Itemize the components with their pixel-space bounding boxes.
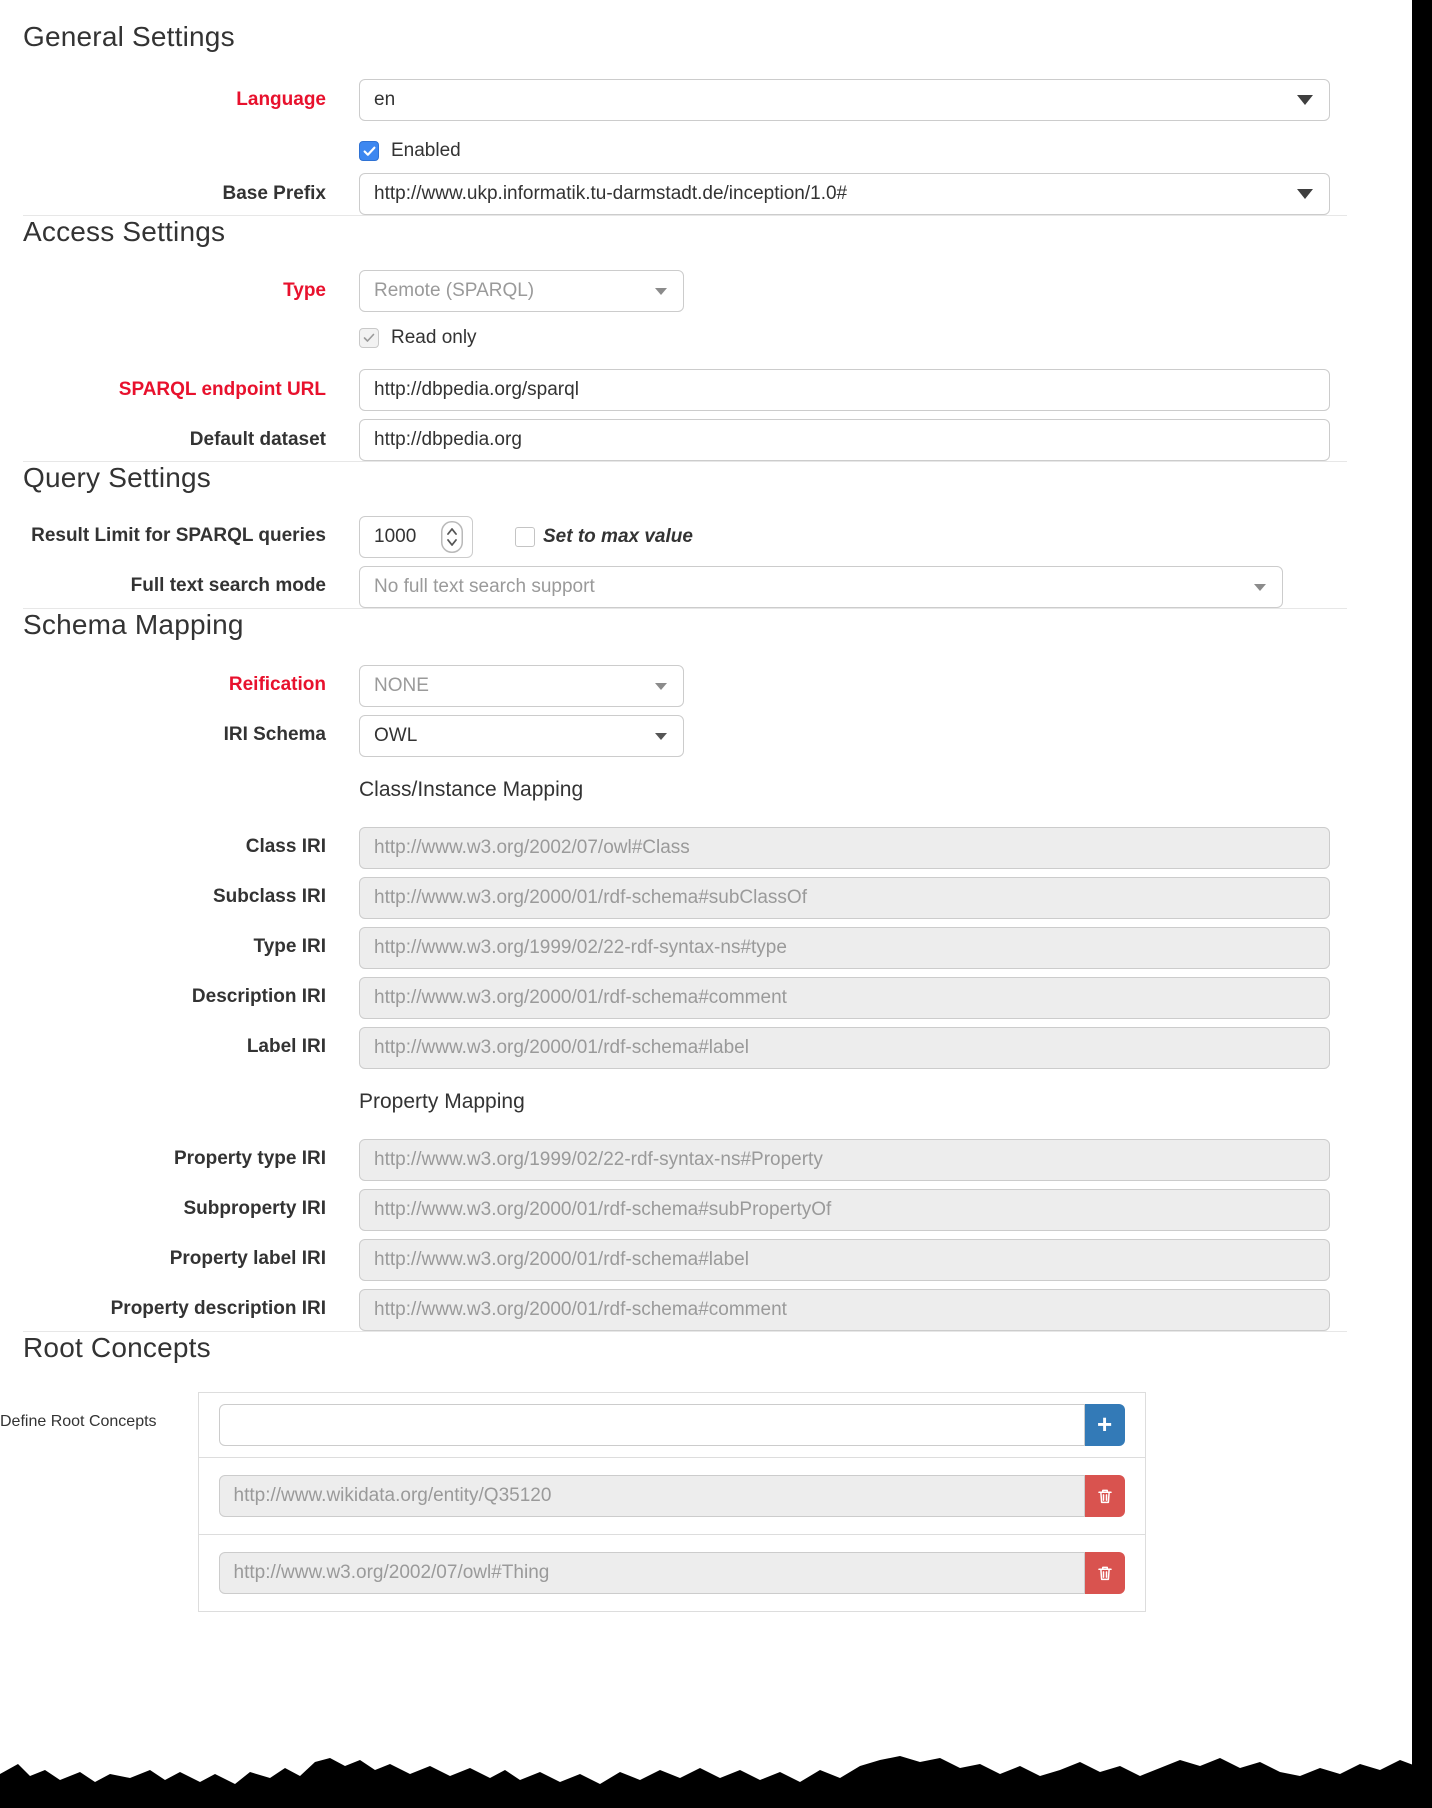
- sparql-endpoint-input[interactable]: [359, 369, 1330, 411]
- label-iri-label: Label IRI: [246, 1036, 326, 1058]
- new-root-concept-input[interactable]: [219, 1404, 1085, 1446]
- sparql-endpoint-row: [0, 369, 1432, 411]
- property-description-iri-row: [0, 1289, 1432, 1331]
- enabled-checkbox[interactable]: [359, 141, 379, 161]
- result-limit-stepper[interactable]: [359, 516, 473, 558]
- chevron-down-icon[interactable]: [1254, 584, 1266, 591]
- root-concept-row: [199, 1457, 1145, 1534]
- add-root-concept-button[interactable]: [1085, 1404, 1125, 1446]
- property-type-iri-label: Property type IRI: [173, 1148, 326, 1170]
- default-dataset-row: [0, 419, 1432, 461]
- class-iri-label: Class IRI: [245, 836, 326, 858]
- read-only-checkbox: [359, 328, 379, 348]
- chevron-down-icon[interactable]: [1297, 95, 1313, 105]
- enabled-row: [359, 140, 1432, 162]
- fts-row: [0, 566, 1432, 608]
- delete-root-concept-button[interactable]: [1085, 1552, 1125, 1594]
- screenshot-border-right: [1412, 0, 1432, 1808]
- subclass-iri-label: Subclass IRI: [213, 886, 326, 908]
- subproperty-iri-input: [359, 1189, 1330, 1231]
- root-concept-row: [199, 1534, 1145, 1611]
- label-iri-input: [359, 1027, 1330, 1069]
- result-limit-row: [0, 516, 1432, 558]
- iri-schema-label: IRI Schema: [223, 724, 326, 746]
- chevron-down-icon[interactable]: [655, 733, 667, 740]
- schema-mapping-title: Schema Mapping: [23, 608, 244, 640]
- subclass-iri-row: [0, 877, 1432, 919]
- sparql-endpoint-label: SPARQL endpoint URL: [118, 378, 326, 400]
- class-iri-input: [359, 827, 1330, 869]
- base-prefix-combobox[interactable]: [359, 173, 1330, 215]
- property-label-iri-label: Property label IRI: [169, 1248, 326, 1270]
- iri-schema-select[interactable]: [359, 715, 684, 757]
- type-row: [0, 270, 1432, 312]
- base-prefix-label: Base Prefix: [222, 182, 326, 204]
- chevron-down-icon[interactable]: [1297, 189, 1313, 199]
- result-limit-label: Result Limit for SPARQL queries: [31, 525, 326, 547]
- description-iri-label: Description IRI: [191, 986, 326, 1008]
- define-root-concepts-label: Define Root Concepts: [0, 1412, 157, 1430]
- iri-schema-row: [0, 715, 1432, 757]
- check-icon: [363, 146, 376, 157]
- root-concepts-title: Root Concepts: [23, 1331, 211, 1363]
- language-row: [0, 79, 1432, 121]
- query-settings-title: Query Settings: [23, 462, 211, 494]
- property-description-iri-input: [359, 1289, 1330, 1331]
- property-label-iri-row: [0, 1239, 1432, 1281]
- enabled-label: Enabled: [391, 140, 461, 162]
- type-value: Remote (SPARQL): [374, 280, 535, 302]
- type-label: Type: [283, 279, 326, 301]
- property-description-iri-label: Property description IRI: [110, 1298, 326, 1320]
- type-iri-row: [0, 927, 1432, 969]
- description-iri-row: [0, 977, 1432, 1019]
- property-type-iri-row: [0, 1139, 1432, 1181]
- language-combobox[interactable]: [359, 79, 1330, 121]
- iri-schema-value: OWL: [374, 724, 418, 746]
- torn-edge-bottom: [0, 1748, 1432, 1808]
- chevron-down-icon: [655, 288, 667, 295]
- fts-placeholder: No full text search support: [374, 575, 595, 597]
- set-max-checkbox[interactable]: [515, 527, 535, 547]
- default-dataset-input[interactable]: [359, 419, 1330, 461]
- type-iri-input: [359, 927, 1330, 969]
- property-label-iri-input: [359, 1239, 1330, 1281]
- root-concept-input: [219, 1475, 1085, 1517]
- define-root-concepts-row: [0, 1392, 1432, 1612]
- stepper-icon[interactable]: [441, 521, 463, 553]
- language-label: Language: [236, 88, 326, 110]
- access-settings-title: Access Settings: [23, 216, 226, 248]
- fts-label: Full text search mode: [130, 575, 326, 597]
- delete-root-concept-button[interactable]: [1085, 1475, 1125, 1517]
- chevron-down-icon: [655, 683, 667, 690]
- language-input[interactable]: [359, 79, 1330, 121]
- plus-icon: +: [1096, 1408, 1113, 1439]
- trash-icon: [1096, 1564, 1114, 1582]
- new-root-concept-row: [199, 1393, 1145, 1457]
- reification-select: [359, 665, 684, 707]
- trash-icon: [1096, 1487, 1114, 1505]
- set-max-label: Set to max value: [543, 525, 693, 547]
- read-only-label: Read only: [391, 327, 477, 349]
- property-type-iri-input: [359, 1139, 1330, 1181]
- default-dataset-label: Default dataset: [189, 428, 326, 450]
- subproperty-iri-label: Subproperty IRI: [183, 1198, 326, 1220]
- base-prefix-row: [0, 173, 1432, 215]
- general-settings-title: General Settings: [23, 21, 235, 52]
- read-only-row: [359, 327, 1432, 349]
- label-iri-row: [0, 1027, 1432, 1069]
- root-concept-input: [219, 1552, 1085, 1594]
- reification-value: NONE: [374, 674, 429, 696]
- fts-select[interactable]: [359, 566, 1283, 608]
- class-iri-row: [0, 827, 1432, 869]
- base-prefix-input[interactable]: [359, 173, 1330, 215]
- description-iri-input: [359, 977, 1330, 1019]
- reification-row: [0, 665, 1432, 707]
- property-mapping-heading: Property Mapping: [359, 1089, 525, 1113]
- type-select: [359, 270, 684, 312]
- subclass-iri-input: [359, 877, 1330, 919]
- reification-label: Reification: [228, 674, 326, 696]
- class-instance-mapping-heading: Class/Instance Mapping: [359, 777, 584, 801]
- check-icon: [363, 333, 375, 343]
- root-concepts-panel: [198, 1392, 1146, 1612]
- subproperty-iri-row: [0, 1189, 1432, 1231]
- type-iri-label: Type IRI: [253, 936, 326, 958]
